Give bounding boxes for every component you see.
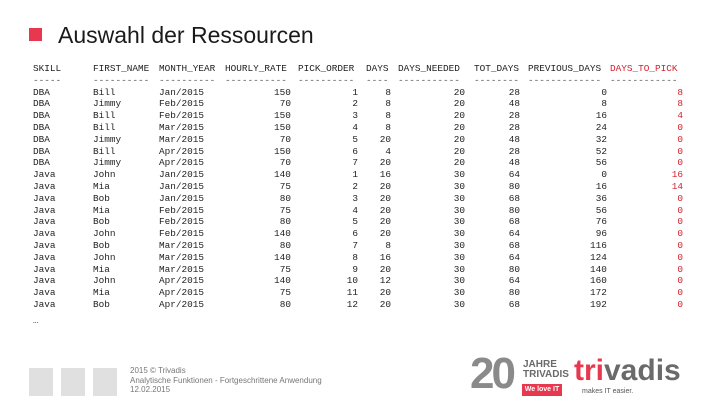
table-cell: Feb/2015 — [159, 98, 205, 110]
table-cell: 80 — [508, 263, 520, 275]
table-cell: 20 — [379, 228, 391, 240]
table-cell: 0 — [677, 121, 683, 133]
column-header: MONTH_YEAR — [159, 63, 216, 74]
column-header: PREVIOUS_DAYS — [528, 63, 602, 74]
table-cell: Apr/2015 — [159, 157, 205, 169]
table-cell: 20 — [379, 204, 391, 216]
table-cell: Jan/2015 — [159, 169, 205, 181]
table-cell: Java — [33, 298, 56, 310]
table-cell: 4 — [352, 204, 358, 216]
table-cell: Java — [33, 263, 56, 275]
table-cell: 20 — [379, 157, 391, 169]
table-cell: Mia — [93, 180, 110, 192]
table-cell: Jan/2015 — [159, 180, 205, 192]
table-cell: DBA — [33, 157, 50, 169]
table-cell: 96 — [595, 228, 607, 240]
table-cell: 8 — [601, 98, 607, 110]
table-cell: Java — [33, 169, 56, 181]
table-cell: 140 — [274, 251, 291, 263]
table-cell: 116 — [590, 239, 607, 251]
table-cell: Java — [33, 275, 56, 287]
table-cell: 30 — [453, 239, 465, 251]
column-header: DAYS_NEEDED — [398, 63, 460, 74]
column-header: TOT_DAYS — [474, 63, 520, 74]
table-cell: 80 — [279, 216, 291, 228]
table-cell: 0 — [677, 192, 683, 204]
table-cell: Jan/2015 — [159, 86, 205, 98]
table-cell: Java — [33, 228, 56, 240]
table-cell: Apr/2015 — [159, 275, 205, 287]
table-cell: 0 — [677, 204, 683, 216]
page-title: Auswahl der Ressourcen — [58, 22, 314, 48]
table-cell: 20 — [453, 133, 465, 145]
table-cell: 6 — [352, 228, 358, 240]
table-cell: 0 — [677, 239, 683, 251]
table-cell: 124 — [590, 251, 607, 263]
column-header: PICK_ORDER — [298, 63, 355, 74]
table-continuation: … — [33, 316, 39, 326]
column-separator: ------------ — [610, 74, 678, 86]
footer-square-3 — [93, 368, 117, 396]
table-cell: 0 — [677, 298, 683, 310]
table-cell: 4 — [385, 145, 391, 157]
table-cell: 0 — [601, 169, 607, 181]
table-cell: Apr/2015 — [159, 145, 205, 157]
table-cell: 8 — [677, 86, 683, 98]
column-header: DAYS — [366, 63, 389, 74]
table-cell: Bob — [93, 192, 110, 204]
table-cell: 150 — [274, 121, 291, 133]
table-cell: 0 — [677, 133, 683, 145]
table-cell: 20 — [379, 287, 391, 299]
table-cell: 16 — [379, 251, 391, 263]
table-cell: 12 — [346, 298, 358, 310]
column-separator: -------- — [474, 74, 520, 86]
title-bullet — [29, 28, 42, 41]
column-separator: ---------- — [298, 74, 355, 86]
table-cell: 8 — [677, 98, 683, 110]
table-cell: Mia — [93, 204, 110, 216]
table-cell: 36 — [595, 192, 607, 204]
table-cell: 2 — [352, 180, 358, 192]
table-cell: Java — [33, 251, 56, 263]
table-cell: 0 — [677, 287, 683, 299]
table-cell: 16 — [671, 169, 683, 181]
logo-tagline: makes IT easier. — [582, 388, 634, 395]
table-cell: 140 — [274, 169, 291, 181]
table-cell: 70 — [279, 157, 291, 169]
table-cell: 0 — [677, 275, 683, 287]
table-cell: 150 — [274, 86, 291, 98]
table-cell: 20 — [453, 121, 465, 133]
footer-square-2 — [61, 368, 85, 396]
table-cell: 7 — [352, 157, 358, 169]
table-cell: Java — [33, 204, 56, 216]
table-cell: 68 — [508, 192, 520, 204]
table-cell: Mar/2015 — [159, 239, 205, 251]
table-cell: 56 — [595, 204, 607, 216]
table-cell: 48 — [508, 133, 520, 145]
table-cell: 140 — [274, 275, 291, 287]
table-cell: Apr/2015 — [159, 287, 205, 299]
table-cell: DBA — [33, 86, 50, 98]
table-cell: 20 — [379, 263, 391, 275]
table-cell: 8 — [385, 86, 391, 98]
table-cell: 150 — [274, 110, 291, 122]
table-cell: 8 — [352, 251, 358, 263]
table-cell: John — [93, 228, 116, 240]
table-cell: 4 — [677, 110, 683, 122]
column-header: SKILL — [33, 63, 62, 74]
anniversary-label — [523, 360, 569, 380]
table-cell: Mar/2015 — [159, 263, 205, 275]
table-cell: 30 — [453, 180, 465, 192]
table-cell: 150 — [274, 145, 291, 157]
anniversary-label-line1: JAHRE — [523, 359, 557, 370]
table-cell: 30 — [453, 275, 465, 287]
table-cell: 0 — [677, 216, 683, 228]
footer-text — [130, 366, 322, 395]
table-cell: 80 — [508, 287, 520, 299]
column-separator: ----------- — [225, 74, 287, 86]
table-cell: DBA — [33, 110, 50, 122]
table-cell: Bill — [93, 121, 116, 133]
table-cell: 16 — [595, 180, 607, 192]
table-cell: 70 — [279, 98, 291, 110]
column-separator: ----------- — [398, 74, 460, 86]
table-cell: 1 — [352, 169, 358, 181]
table-cell: 0 — [677, 157, 683, 169]
table-cell: Bob — [93, 298, 110, 310]
footer-copyright: 2015 © Trivadis — [130, 366, 186, 375]
table-cell: 64 — [508, 169, 520, 181]
table-cell: Java — [33, 216, 56, 228]
table-cell: Bill — [93, 145, 116, 157]
logo-suffix: vadis — [604, 354, 681, 387]
table-cell: 20 — [453, 86, 465, 98]
table-cell: 30 — [453, 192, 465, 204]
table-cell: 4 — [352, 121, 358, 133]
table-cell: 75 — [279, 287, 291, 299]
table-cell: 68 — [508, 298, 520, 310]
table-cell: 28 — [508, 145, 520, 157]
table-cell: 64 — [508, 275, 520, 287]
table-cell: Mar/2015 — [159, 121, 205, 133]
column-separator: ------------- — [528, 74, 602, 86]
table-cell: 30 — [453, 298, 465, 310]
table-cell: Java — [33, 192, 56, 204]
table-cell: Feb/2015 — [159, 204, 205, 216]
table-cell: Mia — [93, 263, 110, 275]
logo-prefix: tri — [574, 354, 604, 387]
table-cell: 30 — [453, 204, 465, 216]
table-cell: 20 — [379, 216, 391, 228]
column-header: HOURLY_RATE — [225, 63, 287, 74]
table-cell: 11 — [346, 287, 358, 299]
table-cell: 5 — [352, 133, 358, 145]
table-cell: 30 — [453, 216, 465, 228]
table-cell: 64 — [508, 251, 520, 263]
table-cell: 80 — [508, 180, 520, 192]
table-cell: 20 — [453, 145, 465, 157]
table-cell: 20 — [453, 157, 465, 169]
table-cell: 80 — [279, 298, 291, 310]
table-cell: Bill — [93, 110, 116, 122]
table-cell: 9 — [352, 263, 358, 275]
column-separator: ---------- — [159, 74, 216, 86]
table-cell: 20 — [379, 133, 391, 145]
table-cell: 0 — [677, 228, 683, 240]
table-cell: 5 — [352, 216, 358, 228]
table-cell: Mar/2015 — [159, 133, 205, 145]
table-cell: 0 — [601, 86, 607, 98]
anniversary-number: 20 — [470, 349, 513, 398]
table-cell: 76 — [595, 216, 607, 228]
table-cell: Jimmy — [93, 133, 122, 145]
table-cell: 160 — [590, 275, 607, 287]
table-cell: Java — [33, 287, 56, 299]
table-cell: 6 — [352, 145, 358, 157]
table-cell: Jan/2015 — [159, 192, 205, 204]
table-cell: Jimmy — [93, 98, 122, 110]
table-cell: Feb/2015 — [159, 110, 205, 122]
table-cell: 140 — [590, 263, 607, 275]
column-header: FIRST_NAME — [93, 63, 150, 74]
trivadis-logo — [574, 356, 681, 386]
anniversary-label-line2: TRIVADIS — [523, 369, 569, 380]
table-cell: Jimmy — [93, 157, 122, 169]
table-cell: 8 — [385, 121, 391, 133]
table-cell: Feb/2015 — [159, 216, 205, 228]
table-cell: 75 — [279, 180, 291, 192]
table-cell: DBA — [33, 145, 50, 157]
table-cell: 8 — [385, 239, 391, 251]
table-cell: 28 — [508, 110, 520, 122]
table-cell: 2 — [352, 98, 358, 110]
table-cell: 32 — [595, 133, 607, 145]
footer-square-1 — [29, 368, 53, 396]
table-cell: DBA — [33, 133, 50, 145]
table-cell: 75 — [279, 204, 291, 216]
table-cell: 56 — [595, 157, 607, 169]
table-cell: 80 — [279, 192, 291, 204]
table-cell: 52 — [595, 145, 607, 157]
footer-presentation-title: Analytische Funktionen - Fortgeschrittene Anwendung — [130, 375, 322, 385]
table-cell: 70 — [279, 133, 291, 145]
table-cell: 3 — [352, 192, 358, 204]
table-cell: 30 — [453, 228, 465, 240]
table-cell: 80 — [279, 239, 291, 251]
table-cell: 7 — [352, 239, 358, 251]
table-cell: Java — [33, 180, 56, 192]
table-cell: 0 — [677, 251, 683, 263]
table-cell: 20 — [453, 110, 465, 122]
table-cell: DBA — [33, 98, 50, 110]
table-cell: 3 — [352, 110, 358, 122]
table-cell: 68 — [508, 239, 520, 251]
table-cell: 1 — [352, 86, 358, 98]
table-cell: 0 — [677, 263, 683, 275]
table-cell: 172 — [590, 287, 607, 299]
column-header: DAYS_TO_PICK — [610, 63, 678, 74]
table-cell: Apr/2015 — [159, 298, 205, 310]
table-cell: 10 — [346, 275, 358, 287]
footer-date: 12.02.2015 — [130, 385, 171, 395]
table-cell: 8 — [385, 110, 391, 122]
table-cell: 48 — [508, 157, 520, 169]
table-cell: 0 — [677, 145, 683, 157]
table-cell: 14 — [671, 180, 683, 192]
table-cell: 30 — [453, 287, 465, 299]
table-cell: 24 — [595, 121, 607, 133]
table-cell: DBA — [33, 121, 50, 133]
table-cell: 20 — [379, 192, 391, 204]
table-cell: Java — [33, 239, 56, 251]
table-cell: 28 — [508, 86, 520, 98]
table-cell: John — [93, 251, 116, 263]
table-cell: 20 — [379, 180, 391, 192]
table-cell: 30 — [453, 169, 465, 181]
table-cell: Bill — [93, 86, 116, 98]
table-cell: Bob — [93, 239, 110, 251]
table-cell: 80 — [508, 204, 520, 216]
table-cell: 28 — [508, 121, 520, 133]
table-cell: 64 — [508, 228, 520, 240]
table-cell: 48 — [508, 98, 520, 110]
table-cell: Mar/2015 — [159, 251, 205, 263]
column-separator: ---- — [366, 74, 389, 86]
table-cell: 30 — [453, 263, 465, 275]
table-cell: Mia — [93, 287, 110, 299]
table-cell: 16 — [595, 110, 607, 122]
column-separator: ----- — [33, 74, 62, 86]
table-cell: 192 — [590, 298, 607, 310]
column-separator: ---------- — [93, 74, 150, 86]
table-cell: 20 — [379, 298, 391, 310]
table-cell: Bob — [93, 216, 110, 228]
table-cell: 12 — [379, 275, 391, 287]
table-cell: John — [93, 169, 116, 181]
table-cell: 140 — [274, 228, 291, 240]
table-cell: 8 — [385, 98, 391, 110]
table-cell: 16 — [379, 169, 391, 181]
table-cell: Feb/2015 — [159, 228, 205, 240]
table-cell: John — [93, 275, 116, 287]
anniversary-badge: We love IT — [522, 384, 562, 396]
table-cell: 20 — [453, 98, 465, 110]
table-cell: 75 — [279, 263, 291, 275]
table-cell: 68 — [508, 216, 520, 228]
table-cell: 30 — [453, 251, 465, 263]
